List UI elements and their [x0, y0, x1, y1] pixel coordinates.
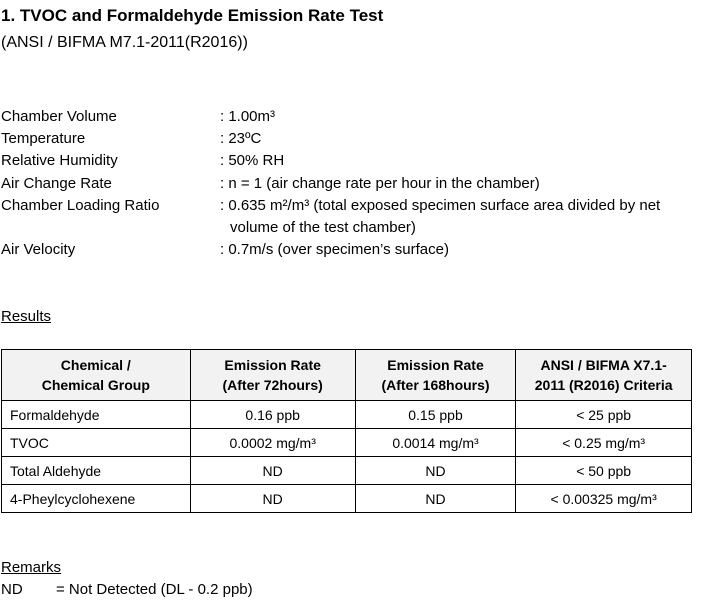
- param-label-chamber-loading-ratio: Chamber Loading Ratio: [1, 197, 160, 214]
- param-value-temperature: : 23ºC: [220, 130, 262, 147]
- param-value-line-2: volume of the test chamber): [230, 219, 416, 236]
- remarks-heading: Remarks: [1, 559, 62, 576]
- param-label-chamber-volume: Chamber Volume: [1, 108, 117, 125]
- table-row: [2, 401, 692, 429]
- cell-rate-168h: ND: [355, 485, 516, 513]
- header-line: ANSI / BIFMA X7.1-: [540, 357, 667, 373]
- cell-rate-72h: 0.16 ppb: [190, 401, 355, 429]
- param-value-relative-humidity: : 50% RH: [220, 152, 285, 169]
- cell-rate-168h: 0.15 ppb: [355, 401, 516, 429]
- header-line: Chemical /: [60, 357, 131, 373]
- cell-rate-72h: ND: [190, 457, 355, 485]
- param-value-chamber-loading-ratio: [220, 195, 660, 239]
- param-label-air-change-rate: Air Change Rate: [1, 175, 112, 192]
- results-table: [1, 349, 692, 513]
- cell-criteria: < 50 ppb: [516, 457, 692, 485]
- header-line: (After 72hours): [222, 377, 323, 393]
- table-row: [2, 485, 692, 513]
- cell-criteria: < 0.00325 mg/m³: [516, 485, 692, 513]
- param-label-relative-humidity: Relative Humidity: [1, 152, 118, 169]
- header-criteria: [516, 350, 692, 401]
- header-rate-72h: [190, 350, 355, 401]
- results-heading: Results: [1, 308, 52, 325]
- table-header-row: [2, 350, 692, 401]
- cell-rate-72h: 0.0002 mg/m³: [190, 429, 355, 457]
- remark-abbr: ND: [1, 581, 23, 598]
- header-chemical: [2, 350, 191, 401]
- cell-rate-168h: 0.0014 mg/m³: [355, 429, 516, 457]
- cell-criteria: < 0.25 mg/m³: [516, 429, 692, 457]
- cell-rate-168h: ND: [355, 457, 516, 485]
- param-value-air-velocity: : 0.7m/s (over specimen’s surface): [220, 241, 449, 258]
- document-title: 1. TVOC and Formaldehyde Emission Rate Test: [1, 6, 384, 25]
- document-subtitle: (ANSI / BIFMA M7.1-2011(R2016)): [1, 34, 248, 51]
- param-label-air-velocity: Air Velocity: [1, 241, 76, 258]
- cell-criteria: < 25 ppb: [516, 401, 692, 429]
- remark-line: [1, 581, 253, 598]
- header-line: Emission Rate: [224, 357, 321, 373]
- cell-chemical: TVOC: [2, 429, 191, 457]
- cell-chemical: Formaldehyde: [2, 401, 191, 429]
- cell-chemical: Total Aldehyde: [2, 457, 191, 485]
- table-row: [2, 457, 692, 485]
- param-value-line-1: : 0.635 m²/m³ (total exposed specimen surface area divided by net: [220, 197, 661, 214]
- cell-rate-72h: ND: [190, 485, 355, 513]
- remark-definition: = Not Detected (DL - 0.2 ppb): [56, 581, 253, 598]
- header-line: Emission Rate: [387, 357, 484, 373]
- header-line: 2011 (R2016) Criteria: [534, 377, 673, 393]
- header-line: (After 168hours): [381, 377, 490, 393]
- header-line: Chemical Group: [41, 377, 150, 393]
- table-row: [2, 429, 692, 457]
- param-value-chamber-volume: : 1.00m³: [220, 108, 276, 125]
- cell-chemical: 4-Pheylcyclohexene: [2, 485, 191, 513]
- param-value-air-change-rate: : n = 1 (air change rate per hour in the chamber): [220, 175, 540, 192]
- header-rate-168h: [355, 350, 516, 401]
- param-label-temperature: Temperature: [1, 130, 86, 147]
